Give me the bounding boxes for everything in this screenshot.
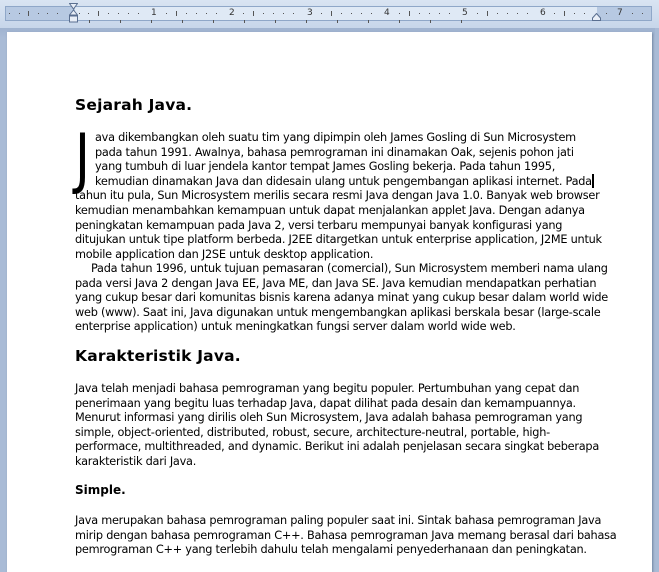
ruler-number: 4 [384, 8, 390, 18]
ruler-tick [409, 11, 410, 16]
ruler-tab-ticks [0, 20, 659, 24]
text-line: enterprise application) untuk meningkatkan fungsi server dalam world wide web. [75, 320, 516, 334]
ruler-dot [606, 13, 607, 14]
ruler-dot [371, 13, 372, 14]
heading-simple: Simple. [75, 483, 126, 497]
ruler-dot [293, 13, 294, 14]
ruler-dot [584, 13, 585, 14]
ruler-number: 1 [151, 8, 157, 18]
ruler-tick [253, 11, 254, 16]
drop-cap: J [75, 120, 90, 197]
ruler-dot [419, 13, 420, 14]
paragraph-karakteristik [75, 382, 610, 470]
ruler-dot [243, 13, 244, 14]
ruler-dot [351, 13, 352, 14]
text-line: pada versi Java 2 dengan Java EE, Java ME, dan Java SE. Java kemudian mendapatkan perhatian [75, 276, 597, 290]
ruler-dot [439, 13, 440, 14]
paragraph-sejarah-1 [75, 120, 610, 262]
ruler-dot [47, 13, 48, 14]
ruler-dot [283, 13, 284, 14]
horizontal-ruler[interactable] [5, 6, 652, 21]
ruler-dot [166, 13, 167, 14]
ruler-dot [321, 13, 322, 14]
text-line: Pada tahun 1996, untuk tujuan pemasaran (comercial), Sun Microsystem memberi nama ulang [91, 262, 608, 275]
ruler-dot [79, 13, 80, 14]
paragraph-sejarah-2 [75, 262, 610, 335]
text-line: web (www). Saat ini, Java digunakan untuk mengembangkan aplikasi berskala besar (large-scale [75, 305, 601, 319]
ruler-number: 5 [462, 8, 468, 18]
paragraph-simple [75, 514, 617, 558]
text-line: penerimaan yang begitu luas terhadap Java, dapat dilihat pada desain dan kemampuannya. [75, 396, 576, 410]
ruler-dot [19, 13, 20, 14]
ruler-number: 6 [540, 8, 546, 18]
ruler-dot [517, 13, 518, 14]
text-line: peningkatan kemampuan pada Java 2, versi terbaru mempunyai banyak konfigurasi yang [75, 218, 563, 232]
horizontal-ruler-bar [0, 0, 659, 28]
ruler-dot [88, 13, 89, 14]
ruler-dot [273, 13, 274, 14]
document-page[interactable] [7, 32, 652, 572]
text-line: ava dikembangkan oleh suatu tim yang dipimpin oleh James Gosling di Sun Microsystem [95, 131, 576, 144]
ruler-dot [449, 13, 450, 14]
text-line: mirip dengan bahasa pemrograman C++. Bahasa pemrograman Java memang berasal dari bahasa [75, 528, 617, 542]
ruler-dot [361, 13, 362, 14]
workspace-right-edge [655, 28, 659, 559]
ruler-dot [263, 13, 264, 14]
text-line: kemudian menambahkan kemampuan untuk dapat menjalankan applet Java. Dengan adanya [75, 203, 585, 217]
text-line: pada tahun 1991. Awalnya, bahasa pemrograman ini dinamakan Oak, sejenis pohon jati [95, 145, 574, 159]
ruler-dot [477, 13, 478, 14]
ruler-dot [9, 13, 10, 14]
ruler-tick [176, 11, 177, 16]
ruler-dot [642, 13, 643, 14]
ruler-tick [487, 11, 488, 16]
ruler-dot [108, 13, 109, 14]
heading-karakteristik-java: Karakteristik Java. [75, 347, 241, 365]
ruler-dot [128, 13, 129, 14]
ruler-dot [399, 13, 400, 14]
ruler-number: 3 [307, 8, 313, 18]
ruler-dot [38, 13, 39, 14]
ruler-dot [554, 13, 555, 14]
ruler-dot [206, 13, 207, 14]
ruler-dot [341, 13, 342, 14]
ruler-dot [196, 13, 197, 14]
ruler-dot [507, 13, 508, 14]
text-cursor [592, 174, 594, 188]
heading-sejarah-java: Sejarah Java. [75, 96, 193, 114]
ruler-dot [632, 13, 633, 14]
text-line: yang tumbuh di luar jendela kantor tempat James Gosling bekerja. Pada tahun 1995, [95, 160, 556, 174]
ruler-tick [564, 11, 565, 16]
ruler-dot [118, 13, 119, 14]
ruler-dot [497, 13, 498, 14]
text-line: simple, object-oriented, distributed, robust, secure, architecture-neutral, portable, high- [75, 425, 550, 439]
text-line: ditujukan untuk tipe platform berbeda. J2EE ditargetkan untuk enterprise application, J2ME untuk [75, 233, 602, 247]
text-line: tahun itu pula, Sun Microsystem merilis secara resmi Java dengan Java 1.0. Banyak web browser [75, 189, 600, 203]
ruler-dot [527, 13, 528, 14]
ruler-dot [216, 13, 217, 14]
ruler-dot [138, 13, 139, 14]
ruler-dot [186, 13, 187, 14]
ruler-tick [331, 11, 332, 16]
text-line: Java merupakan bahasa pemrograman paling populer saat ini. Sintak bahasa pemrograman Java [75, 514, 602, 527]
ruler-dot [57, 13, 58, 14]
text-line: karakteristik dari Java. [75, 454, 197, 468]
ruler-number: 2 [229, 8, 235, 18]
text-line: mobile application dan J2SE untuk desktop application. [75, 247, 374, 261]
ruler-tick [98, 11, 99, 16]
text-line: pemrograman C++ yang terlebih dahulu telah mengalami penyederhanaan dan peningkatan. [75, 543, 587, 557]
text-line: yang cukup besar dari komunitas bisnis karena adanya minat yang cukup besar dalam world wide [75, 291, 608, 305]
text-line: performace, multithreaded, and dynamic. Berikut ini adalah penjelasan secara singkat beberapa [75, 440, 600, 454]
ruler-dot [574, 13, 575, 14]
ruler-number: 7 [617, 8, 623, 18]
text-line: Java telah menjadi bahasa pemrograman yang begitu populer. Pertumbuhan yang cepat dan [75, 382, 580, 395]
ruler-tick [28, 11, 29, 16]
text-line: Menurut informasi yang dirilis oleh Sun Microsystem, Java adalah bahasa pemrograman yang [75, 411, 583, 425]
ruler-dot [429, 13, 430, 14]
text-line: kemudian dinamakan Java dan didesain ulang untuk pengembangan aplikasi internet. Pada [95, 174, 592, 188]
ruler-left-margin [6, 7, 75, 20]
